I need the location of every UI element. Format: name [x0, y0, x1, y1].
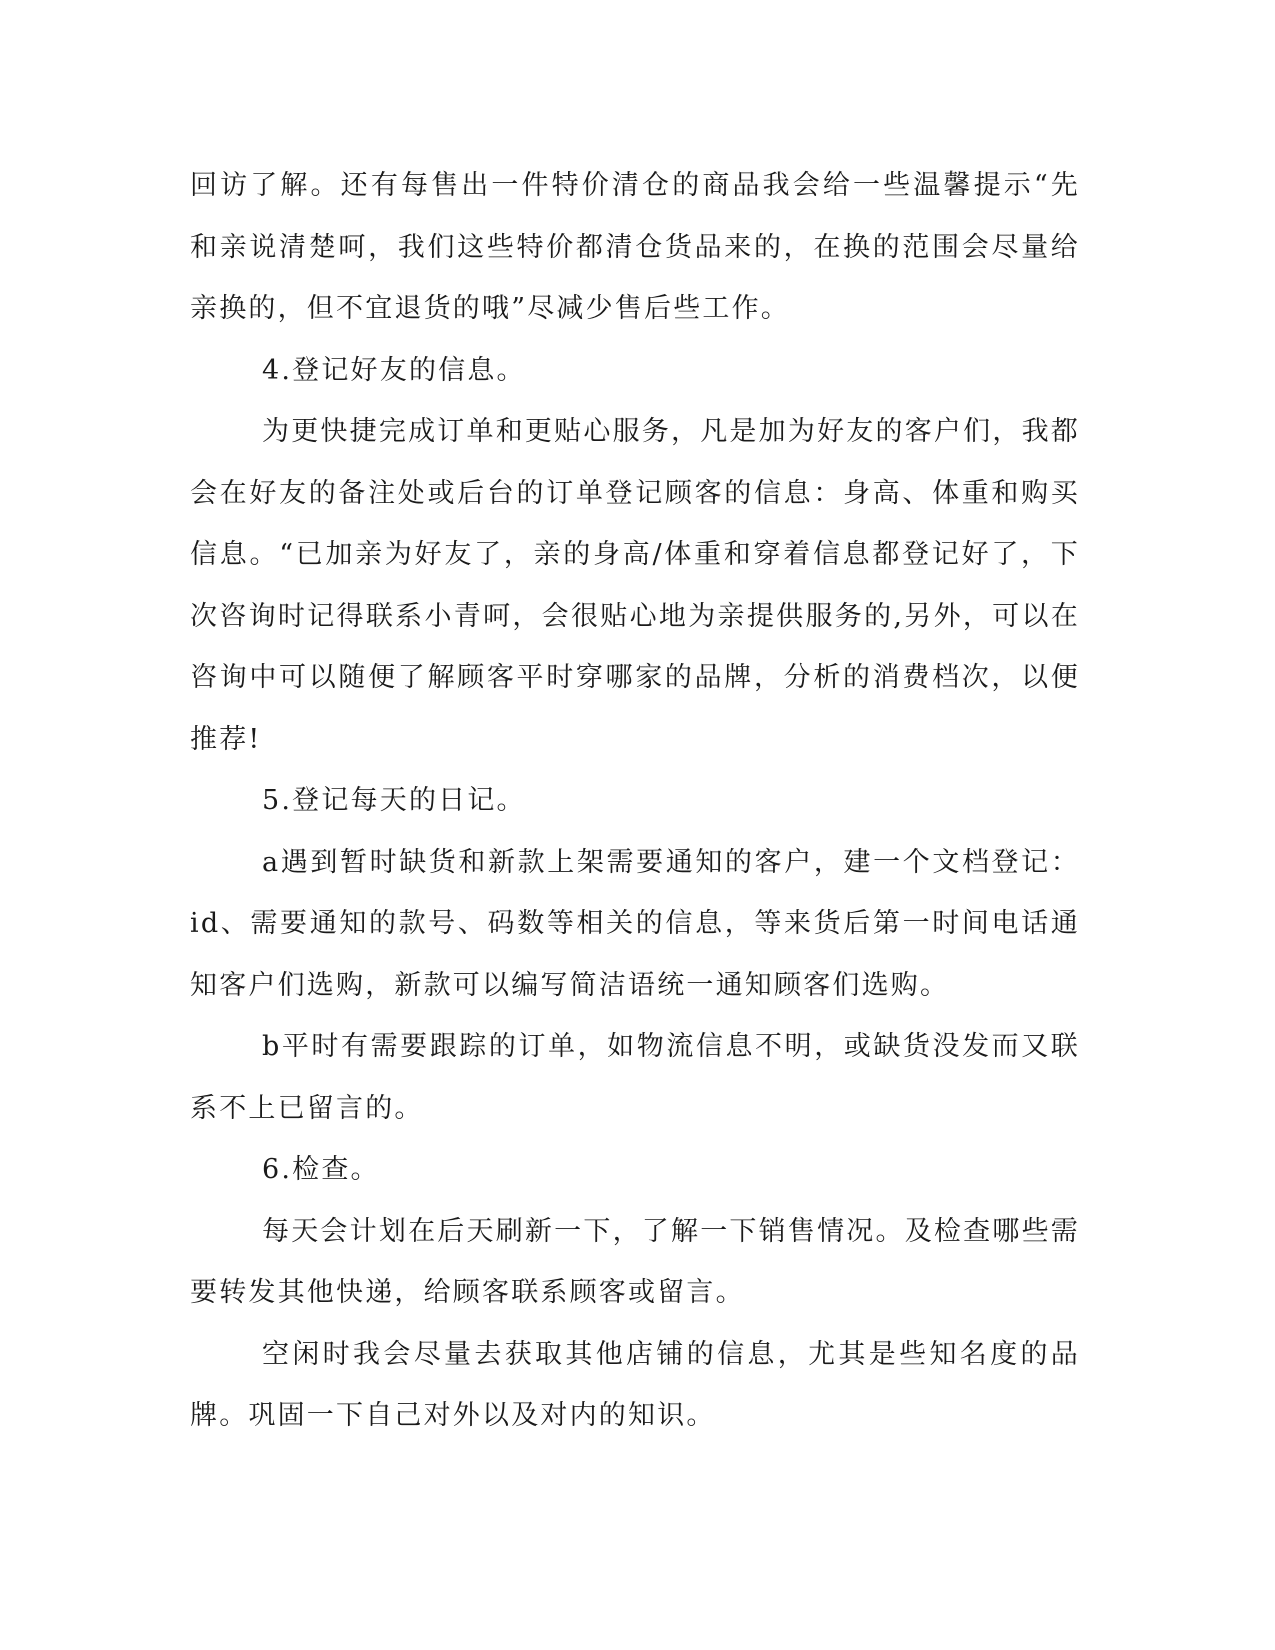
paragraph-check: 每天会计划在后天刷新一下，了解一下销售情况。及检查哪些需要转发其他快递，给顾客联系顾客或留言。 [190, 1215, 1080, 1308]
document-body [190, 155, 1080, 1447]
paragraph-daily-log-a: a遇到暂时缺货和新款上架需要通知的客户，建一个文档登记：id、需要通知的款号、码数等相关的信息，等来货后第一时间电话通知客户们选购，新款可以编写简洁语统一通知顾客们选购。 [190, 846, 1080, 1001]
paragraph-daily-log-b: b平时有需要跟踪的订单，如物流信息不明，或缺货没发而又联系不上已留言的。 [190, 1031, 1080, 1124]
paragraph-spare-time: 空闲时我会尽量去获取其他店铺的信息，尤其是些知名度的品牌。巩固一下自己对外以及对内的知识。 [190, 1338, 1080, 1431]
heading-check: 6.检查。 [262, 1154, 380, 1185]
heading-daily-log: 5.登记每天的日记。 [262, 785, 526, 816]
paragraph-return-visit: 回访了解。还有每售出一件特价清仓的商品我会给一些温馨提示“先和亲说清楚呵，我们这些特价都清仓货品来的，在换的范围会尽量给亲换的，但不宜退货的哦”尽减少售后些工作。 [190, 170, 1080, 324]
paragraph-friend-info: 为更快捷完成订单和更贴心服务，凡是加为好友的客户们，我都会在好友的备注处或后台的订单登记顾客的信息：身高、体重和购买信息。“已加亲为好友了，亲的身高/体重和穿着信息都登记好了，下次咨询时记得联系小青呵，会很贴心地为亲提供服务的,另外，可以在咨询中可以随便了解顾客平时穿哪家的品牌，分析的消费档次，以便推荐! [190, 416, 1080, 755]
heading-register-friend-info: 4.登记好友的信息。 [262, 354, 526, 386]
